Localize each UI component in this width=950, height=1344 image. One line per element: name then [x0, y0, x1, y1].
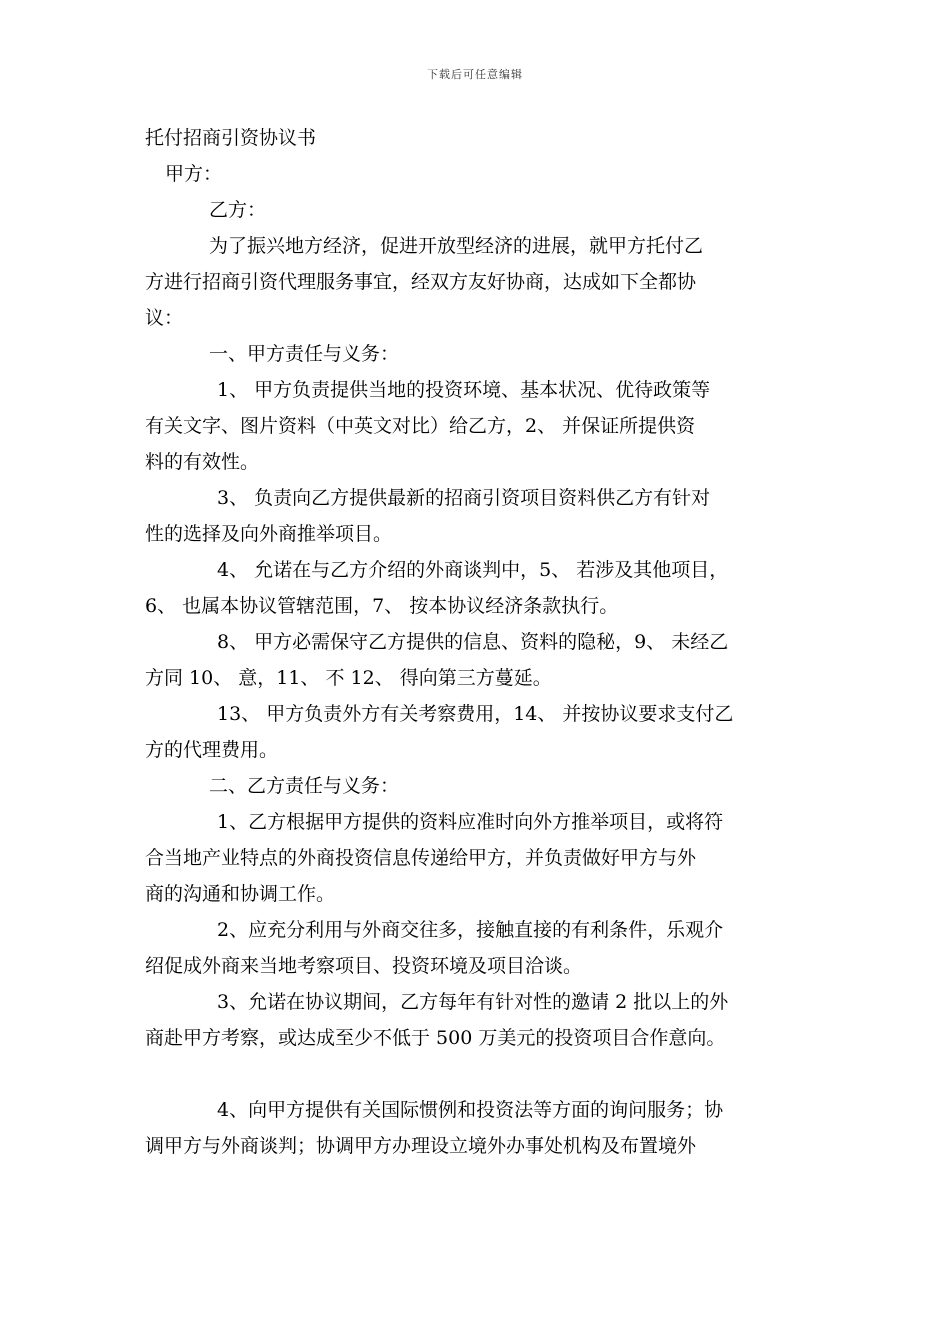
- party-b-label: 乙方：: [209, 199, 267, 221]
- s2-item3-line2: 商赴甲方考察，或达成至少不低于 500 万美元的投资项目合作意向。: [145, 1027, 726, 1049]
- s1-item4-line1: 8、 甲方必需保守乙方提供的信息、资料的隐秘，9、 未经乙: [217, 631, 729, 653]
- s2-item4-line2: 调甲方与外商谈判；协调甲方办理设立境外办事处机构及布置境外: [145, 1135, 697, 1157]
- document-title: 托付招商引资协议书: [145, 127, 317, 149]
- header-note: 下载后可任意编辑: [427, 68, 523, 81]
- s1-item1-line3: 料的有效性。: [145, 451, 260, 473]
- intro-line-3: 议：: [145, 307, 184, 329]
- paragraph-gap: [145, 1056, 835, 1092]
- s1-item1-line1: 1、 甲方负责提供当地的投资环境、基本状况、优待政策等: [217, 379, 711, 401]
- section-1-heading: 一、甲方责任与义务：: [209, 343, 400, 365]
- s1-item3-line2: 6、 也属本协议管辖范围，7、 按本协议经济条款执行。: [145, 595, 619, 617]
- s1-item1-line2: 有关文字、图片资料（中英文对比）给乙方，2、 并保证所提供资: [145, 415, 696, 437]
- s1-item5-line2: 方的代理费用。: [145, 739, 279, 761]
- s1-item2-line2: 性的选择及向外商推举项目。: [145, 523, 393, 545]
- intro-line-1: 为了振兴地方经济，促进开放型经济的进展，就甲方托付乙: [209, 235, 704, 257]
- party-a-label: 甲方：: [165, 163, 223, 185]
- intro-line-2: 方进行招商引资代理服务事宜，经双方友好协商，达成如下全都协: [145, 271, 697, 293]
- s2-item1-line2: 合当地产业特点的外商投资信息传递给甲方，并负责做好甲方与外: [145, 847, 697, 869]
- section-2-heading: 二、乙方责任与义务：: [209, 775, 400, 797]
- s2-item2-line2: 绍促成外商来当地考察项目、投资环境及项目洽谈。: [145, 955, 583, 977]
- s2-item1-line1: 1、乙方根据甲方提供的资料应准时向外方推举项目，或将符: [217, 811, 724, 833]
- s1-item3-line1: 4、 允诺在与乙方介绍的外商谈判中，5、 若涉及其他项目，: [217, 559, 729, 581]
- s2-item3-line1: 3、允诺在协议期间，乙方每年有针对性的邀请 2 批以上的外: [217, 991, 729, 1013]
- s1-item5-line1: 13、 甲方负责外方有关考察费用，14、 并按协议要求支付乙: [217, 703, 734, 725]
- s1-item4-line2: 方同 10、 意，11、 不 12、 得向第三方蔓延。: [145, 667, 552, 689]
- s2-item4-line1: 4、向甲方提供有关国际惯例和投资法等方面的询问服务；协: [217, 1099, 724, 1121]
- s2-item1-line3: 商的沟通和协调工作。: [145, 883, 336, 905]
- document-body: [145, 120, 835, 1164]
- s1-item2-line1: 3、 负责向乙方提供最新的招商引资项目资料供乙方有针对: [217, 487, 711, 509]
- s2-item2-line1: 2、应充分利用与外商交往多，接触直接的有利条件，乐观介: [217, 919, 724, 941]
